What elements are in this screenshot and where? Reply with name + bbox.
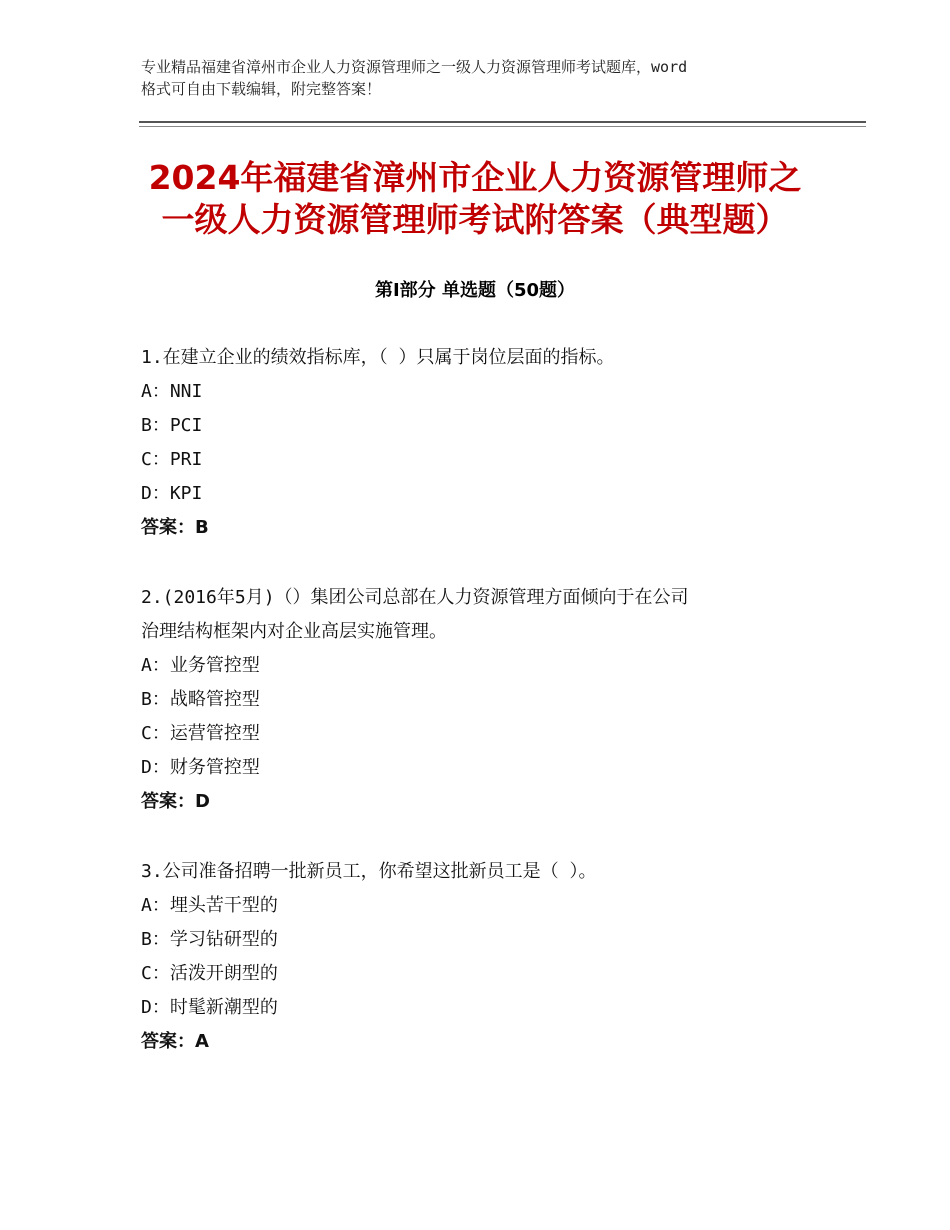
option-c: C：活泼开朗型的	[141, 963, 278, 984]
question-stem-continued: 治理结构框架内对企业高层实施管理。	[141, 621, 447, 642]
answer: 答案：A	[141, 1031, 209, 1052]
question-stem: 1.在建立企业的绩效指标库，（ ）只属于岗位层面的指标。	[141, 347, 615, 368]
answer: 答案：B	[141, 517, 209, 538]
document-title-line1: 2024年福建省漳州市企业人力资源管理师之	[148, 158, 802, 197]
option-b: B：学习钻研型的	[141, 929, 278, 950]
option-d: D：KPI	[141, 483, 203, 504]
question-stem: 3.公司准备招聘一批新员工，你希望这批新员工是（ ）。	[141, 861, 597, 882]
document-title	[120, 157, 830, 241]
option-a: A：业务管控型	[141, 655, 260, 676]
option-c: C：运营管控型	[141, 723, 260, 744]
question-1	[141, 341, 811, 545]
option-c: C：PRI	[141, 449, 203, 470]
header-divider-thin	[139, 126, 866, 127]
header-divider	[139, 121, 866, 123]
header-note-line1: 专业精品福建省漳州市企业人力资源管理师之一级人力资源管理师考试题库，word	[141, 58, 688, 76]
question-2	[141, 581, 811, 819]
option-d: D：时髦新潮型的	[141, 997, 278, 1018]
option-d: D：财务管控型	[141, 757, 260, 778]
answer: 答案：D	[141, 791, 210, 812]
section-title: 第Ⅰ部分 单选题（50题）	[374, 280, 575, 301]
question-stem: 2.(2016年5月)（）集团公司总部在人力资源管理方面倾向于在公司	[141, 587, 689, 608]
header-note-line2: 格式可自由下载编辑，附完整答案！	[141, 80, 382, 98]
option-a: A：埋头苦干型的	[141, 895, 278, 916]
option-b: B：战略管控型	[141, 689, 260, 710]
option-b: B：PCI	[141, 415, 203, 436]
question-3	[141, 855, 811, 1059]
option-a: A：NNI	[141, 381, 203, 402]
header-note	[141, 56, 831, 100]
document-title-line2: 一级人力资源管理师考试附答案（典型题）	[161, 200, 789, 239]
